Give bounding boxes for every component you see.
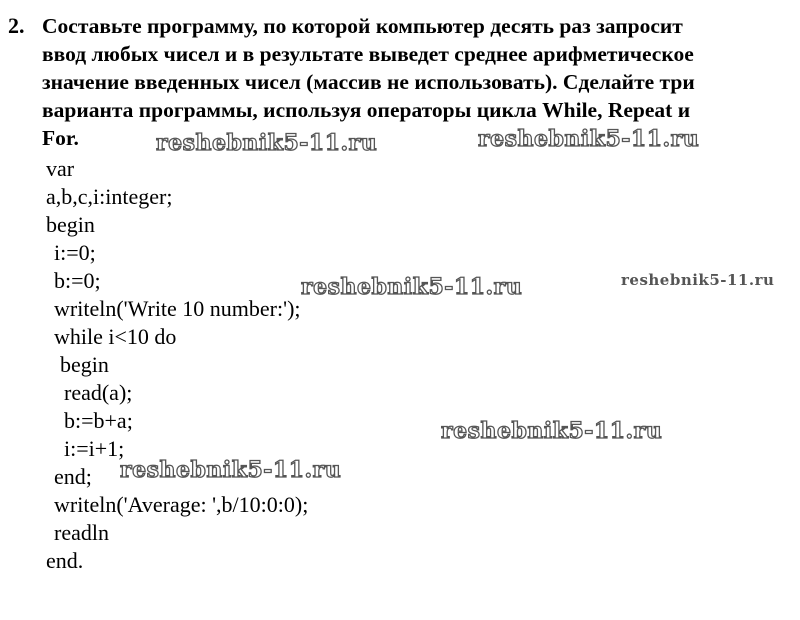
task-statement-line: ввод любых чисел и в результате выведет среднее арифметическое <box>42 42 694 66</box>
code-line-declarations: a,b,c,i:integer; <box>46 184 173 209</box>
code-line-init-i: i:=0; <box>54 240 96 265</box>
code-line-init-b: b:=0; <box>54 268 101 293</box>
code-line-accumulate: b:=b+a; <box>64 408 133 433</box>
task-statement-line: For. <box>42 126 79 150</box>
task-statement-line: Составьте программу, по которой компьютер десять раз запросит <box>42 14 683 38</box>
watermark: reshebnik5-11.ru <box>120 457 342 483</box>
task-number: 2. <box>8 13 25 38</box>
code-line-increment: i:=i+1; <box>64 436 125 461</box>
code-line-end: end. <box>46 548 84 573</box>
code-line-loop-end: end; <box>54 464 92 489</box>
watermark: reshebnik5-11.ru <box>621 271 775 289</box>
code-line-loop-begin: begin <box>60 352 109 377</box>
code-line-var: var <box>46 156 75 181</box>
watermark: reshebnik5-11.ru <box>441 418 663 444</box>
watermark: reshebnik5-11.ru <box>478 126 700 152</box>
code-line-writeln-average: writeln('Average: ',b/10:0:0); <box>54 492 309 517</box>
code-line-read: read(a); <box>64 380 133 405</box>
code-line-readln: readln <box>54 520 109 545</box>
watermark: reshebnik5-11.ru <box>156 130 378 156</box>
watermark: reshebnik5-11.ru <box>301 274 523 300</box>
code-line-begin: begin <box>46 212 95 237</box>
code-line-writeln-prompt: writeln('Write 10 number:'); <box>54 296 301 321</box>
task-statement-line: значение введенных чисел (массив не использовать). Сделайте три <box>42 70 695 94</box>
code-line-while: while i<10 do <box>54 324 177 349</box>
task-statement-line: варианта программы, используя операторы цикла While, Repeat и <box>42 98 691 122</box>
